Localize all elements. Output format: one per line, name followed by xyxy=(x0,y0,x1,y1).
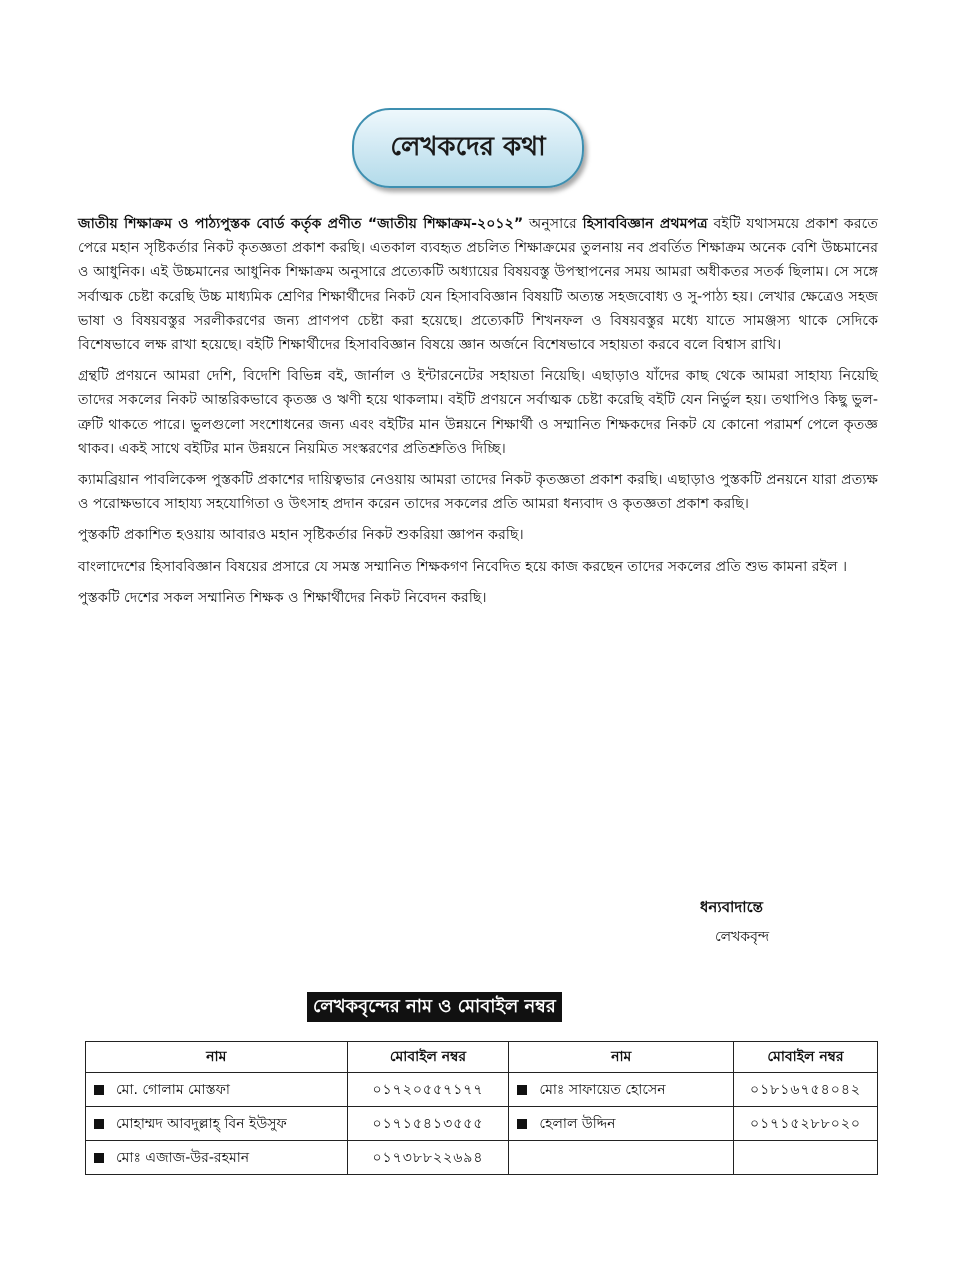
author-mobile: ০১৭২০৫৫৭১৭৭ xyxy=(347,1073,509,1107)
author-name: মোঃ সাফায়েত হোসেন xyxy=(539,1081,666,1098)
header-mobile-1: মোবাইল নম্বর xyxy=(347,1042,509,1073)
paragraph-1-lead: জাতীয় শিক্ষাক্রম ও পাঠ্যপুস্তক বোর্ড কর্তৃক প্রণীত “জাতীয় শিক্ষাক্রম-২০১২” xyxy=(78,216,524,232)
bullet-square-icon xyxy=(517,1119,527,1129)
author-name: হেলাল উদ্দিন xyxy=(539,1115,616,1132)
empty-cell xyxy=(734,1141,878,1175)
author-name: মোহাম্মদ আবদুল্লাহ্ বিন ইউসুফ xyxy=(116,1115,287,1132)
author-mobile: ০১৮১৬৭৫৪০৪২ xyxy=(734,1073,878,1107)
bullet-square-icon xyxy=(94,1153,104,1163)
table-header-row xyxy=(86,1042,878,1073)
authors-table xyxy=(85,1041,878,1175)
paragraph-3: ক্যামব্রিয়ান পাবলিকেন্স পুস্তকটি প্রকাশের দায়িত্বভার নেওয়ায় আমরা তাদের নিকট কৃতজ্ঞতা প্রকাশ করছি। এছাড়াও পুস্তকটি প্রনয়নে যারা প্রত্যক্ষ ও পরোক্ষভাবে সাহায্য সহযোগিতা ও উৎসাহ প্রদান করেন তাদের সকলের প্রতি আমরা ধন্যবাদ ও কৃতজ্ঞতা প্রকাশ করছি। xyxy=(78,472,878,513)
paragraph-1-mid: অনুসারে xyxy=(523,216,583,232)
table-row xyxy=(86,1141,878,1175)
bullet-square-icon xyxy=(517,1085,527,1095)
paragraph-1-subject: হিসাববিজ্ঞান প্রথমপত্র xyxy=(582,216,708,232)
paragraph-2: গ্রন্থটি প্রণয়নে আমরা দেশি, বিদেশি বিভিন্ন বই, জার্নাল ও ইন্টারনেটের সহায়তা নিয়েছি। এছাড়াও যাঁদের কাছ থেকে আমরা সাহায্য নিয়েছি তাদের সকলের নিকট আন্তরিকভাবে কৃতজ্ঞ ও ঋণী হয়ে থাকলাম। বইটি প্রণয়নে সর্বাত্মক চেষ্টা করেছি বইটি যেন নির্ভুল হয়। তথাপিও কিছু ভুল-ত্রুটি থাকতে পারে। ভুলগুলো সংশোধনের জন্য এবং বইটির মান উন্নয়নে শিক্ষার্থী ও সম্মানিত শিক্ষকদের নিকট যে কোনো পরামর্শ পেলে কৃতজ্ঞ থাকব। একই সাথে বইটির মান উন্নয়নে নিয়মিত সংস্করণের প্রতিশ্রুতিও দিচ্ছি। xyxy=(78,368,878,457)
page-title: লেখকদের কথা xyxy=(352,108,584,188)
author-name: মো. গোলাম মোস্তফা xyxy=(116,1081,230,1098)
header-mobile-2: মোবাইল নম্বর xyxy=(734,1042,878,1073)
paragraph-1 xyxy=(78,212,878,357)
table-row xyxy=(86,1073,878,1107)
authors-table-title: লেখকবৃন্দের নাম ও মোবাইল নম্বর xyxy=(307,992,562,1022)
signoff-authors: লেখকবৃন্দ xyxy=(715,929,770,945)
header-name-2: নাম xyxy=(509,1042,734,1073)
header-name-1: নাম xyxy=(86,1042,348,1073)
body-text xyxy=(78,212,878,617)
author-name-cell xyxy=(86,1141,348,1175)
author-name-cell xyxy=(86,1107,348,1141)
paragraph-1-rest: বইটি যথাসময়ে প্রকাশ করতে পেরে মহান সৃষ্টিকর্তার নিকট কৃতজ্ঞতা প্রকাশ করছি। এতকাল ব্যবহৃত প্রচলিত শিক্ষাক্রমের তুলনায় নব প্রবর্তিত শিক্ষাক্রম অনেক বেশি উচ্চমানের ও আধুনিক। এই উচ্চমানের আধুনিক শিক্ষাক্রম অনুসারে প্রত্যেকটি অধ্যায়ের বিষয়বস্তু উপস্থাপনের সময় আমরা অধীকতর সতর্ক ছিলাম। সে সঙ্গে সর্বাত্মক চেষ্টা করেছি উচ্চ মাধ্যমিক শ্রেণির শিক্ষার্থীদের নিকট যেন হিসাববিজ্ঞান বিষয়টি অত্যন্ত সহজবোধ্য ও সু-পাঠ্য হয়। লেখার ক্ষেত্রেও সহজ ভাষা ও বিষয়বস্তুর সরলীকরণের জন্য প্রাণপণ চেষ্টা করা হয়েছে। প্রত্যেকটি শিখনফল ও বিষয়বস্তুর মধ্যে যাতে সামঞ্জস্য থাকে সেদিকে বিশেষভাবে লক্ষ রাখা হয়েছে। বইটি শিক্ষার্থীদের হিসাববিজ্ঞান বিষয়ে জ্ঞান অর্জনে বিশেষভাবে সহায়তা করবে বলে বিশ্বাস রাখি। xyxy=(78,216,878,354)
author-name-cell xyxy=(509,1073,734,1107)
table-row xyxy=(86,1107,878,1141)
author-mobile: ০১৭১৫২৮৮০২০ xyxy=(734,1107,878,1141)
bullet-square-icon xyxy=(94,1119,104,1129)
bullet-square-icon xyxy=(94,1085,104,1095)
author-name-cell xyxy=(509,1107,734,1141)
paragraph-6: পুস্তকটি দেশের সকল সম্মানিত শিক্ষক ও শিক্ষার্থীদের নিকট নিবেদন করছি। xyxy=(78,589,487,606)
signoff: ধন্যবাদান্তে xyxy=(700,898,764,916)
paragraph-5: বাংলাদেশের হিসাববিজ্ঞান বিষয়ের প্রসারে যে সমস্ত সম্মানিত শিক্ষকগণ নিবেদিত হয়ে কাজ করছেন তাদের সকলের প্রতি শুভ কামনা রইল । xyxy=(78,558,848,575)
paragraph-4: পুস্তকটি প্রকাশিত হওয়ায় আবারও মহান সৃষ্টিকর্তার নিকট শুকরিয়া জ্ঞাপন করছি। xyxy=(78,527,524,544)
author-mobile: ০১৭১৫৪১৩৫৫৫ xyxy=(347,1107,509,1141)
author-name: মোঃ এজাজ-উর-রহমান xyxy=(116,1149,250,1166)
empty-cell xyxy=(509,1141,734,1175)
author-name-cell xyxy=(86,1073,348,1107)
author-mobile: ০১৭৩৮৮২২৬৯৪ xyxy=(347,1141,509,1175)
